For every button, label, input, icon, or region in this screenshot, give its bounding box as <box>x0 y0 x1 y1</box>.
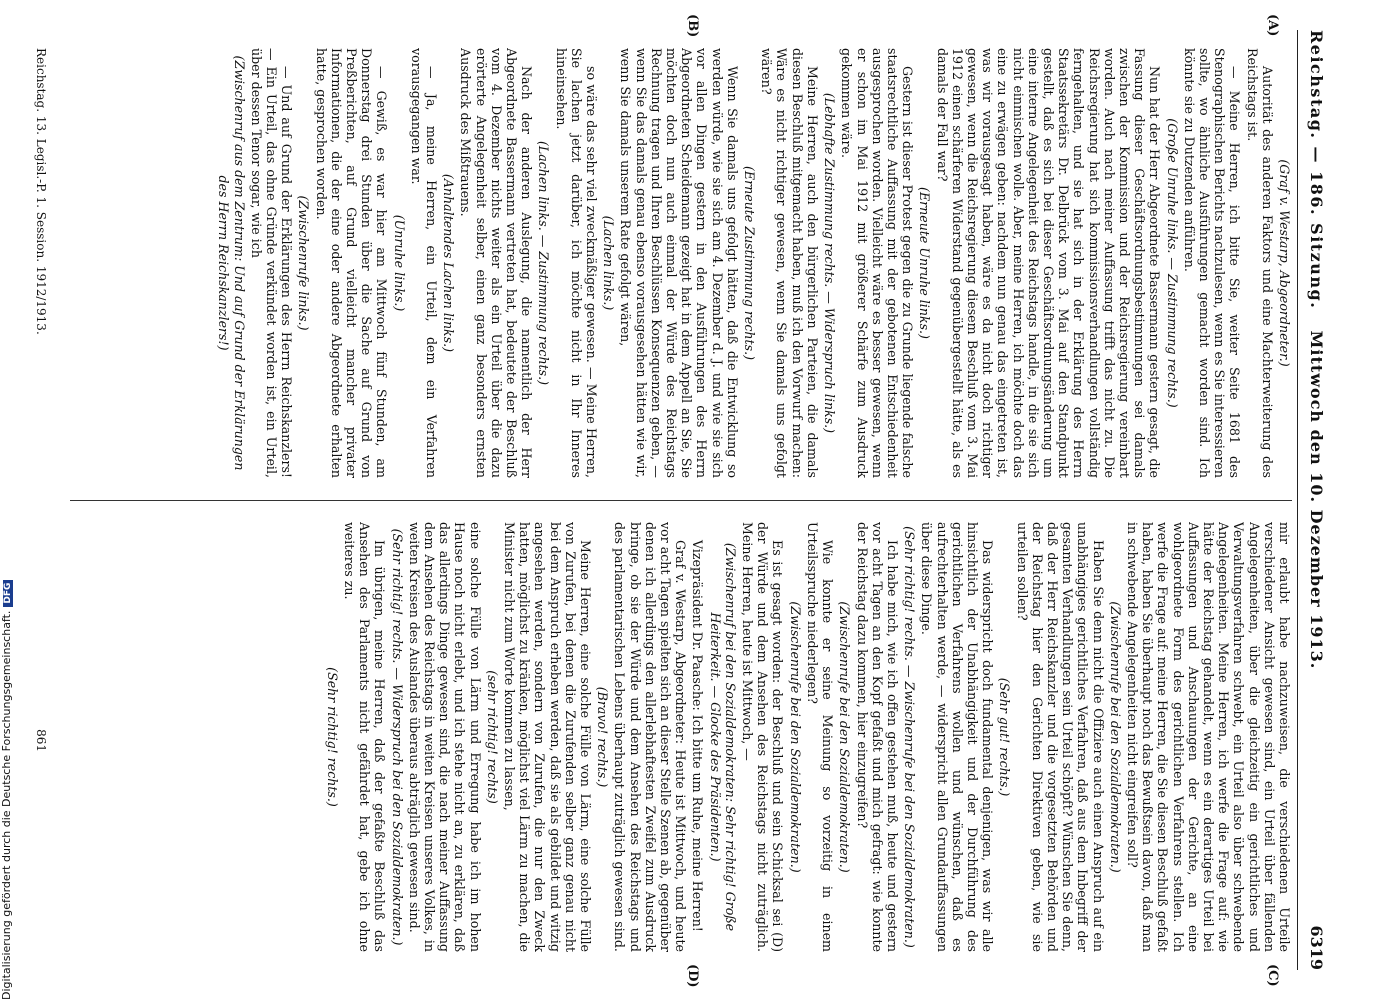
interjection: (Erneute Unruhe links.) <box>917 187 933 339</box>
column-divider <box>70 500 1292 501</box>
funding-note <box>0 0 16 1000</box>
interjection: (Sehr richtig! rechts.) <box>324 667 340 807</box>
interjection: (Anhaltendes Lachen links.) <box>441 173 457 353</box>
interjection: (sehr richtig! rechts) <box>484 670 500 804</box>
interjection: (Lachen links. — Zustimmung rechts.) <box>536 140 552 386</box>
interjection: (Große Unruhe links. — Zustimmung rechts.) <box>1164 118 1180 408</box>
interjection: (Lebhafte Zustimmung rechts. — Widerspruch links.) <box>822 92 838 434</box>
paragraph: — Meine Herren, ich bitte Sie, weiter Seite 1681 des Stenographischen Berichts nachzulesen, wenn es Sie interessieren sollte, wo ähnliche Ausführungen gemacht worden sind. Ich könnte sie zu Dutzenden anführen. <box>1181 48 1243 478</box>
interjection: (Sehr richtig! rechts. — Zwischenrufe bei den Sozialdemokraten.) <box>902 526 918 948</box>
paragraph: Nach der anderen Auslegung, die namentlich der Herr Abgeordnete Bassermann vertreten hat, bedeutete der Beschluß vom 4. Dezember nichts weiter als ein Urteil über die dazu erörterte Angelegenheit selber, einen ganz besonders ernsten Ausdruck des Mißtrauens. <box>458 48 535 478</box>
interjection: (Sehr richtig! rechts. — Widerspruch bei den Sozialdemokraten.) <box>389 528 405 946</box>
header-date: Mittwoch den 10. Dezember 1913. <box>1307 330 1326 670</box>
funding-note-text: Digitalisierung gefördert durch die Deutsche Forschungsgemeinschaft. <box>0 610 13 1000</box>
paragraph: — Ja, meine Herren, ein Urteil, dem ein Verfahren vorausgegangen war. <box>408 48 440 478</box>
speaker-paragraph: Graf v. Westarp, Abgeordneter: Heute ist Mittwoch, und heute vor acht Tagen spielten sich an dieser Stelle Szenen ab, gegenüber denen ich allerdings den allerlebhaftesten Zweifel zum Ausdruck bringe, ob sie der Würde und dem Ansehen des Reichstags und des parlamentarischen Lebens überhaupt zuträglich gewesen sind. <box>612 522 689 952</box>
interjection: (Zwischenrufe bei den Sozialdemokraten.) <box>1107 601 1123 873</box>
dfg-logo: DFG <box>3 580 13 607</box>
paragraph: Autorität des anderen Faktors und eine Machterweiterung des Reichstags ist. <box>1244 48 1275 478</box>
speaker-line: (Graf v. Westarp, Abgeordneter.) <box>1277 159 1292 367</box>
interjection: (Sehr gut! rechts.) <box>997 677 1013 797</box>
margin-mark-c: (C) <box>1265 964 1280 987</box>
interjection: (Zwischenruf aus dem Zentrum: Und auf Grund der Erklärungen des Herrn Reichskanzlers!) <box>216 55 247 471</box>
interjection: (Bravo! rechts.) <box>595 686 611 788</box>
interjection: (Zwischenrufe links.) <box>296 195 312 331</box>
right-column <box>70 522 1292 952</box>
footer-page-number: 861 <box>34 729 48 752</box>
header-left: Reichstag. — 186. Sitzung. <box>1307 30 1326 310</box>
paragraph: Ich habe mich, wie ich offen gestehen muß, heute und gestern vor acht Tagen an den Kopf gefaßt und mich gefragt: wie konnte der Reichstag dazu kommen, hier einzugreifen? <box>854 522 900 952</box>
paragraph: Gestern ist dieser Protest gegen die zu Grunde liegende falsche staatsrechtliche Auffassung mit der gebotenen Entschiedenheit ausgesprochen worden. Vielleicht wäre es besser gewesen, wenn er schon im Mai 1912 mit größerer Schärfe zum Ausdruck gekommen wäre. <box>839 48 916 478</box>
paragraph: mir erlaubt habe nachzuweisen, die verschiedenen Urteile verschiedener Ansicht gewesen sind, ein Urteil über fällenden Angelegenheiten, über die gleichzeitig ein gerichtliches und Verwaltungsverfahren schwebt, ein Urteil also über schwebende Angelegenheiten. Meine Herren, ich werfe die Frage auf: wie hätte der Reichstag gehandelt, wenn es ein derartiges Urteil bei Auffassungen und Anschauungen der Gerichte, an eine wohlgeordnete Form des gerichtlichen Verfahrens stellen. Ich werfe die Frage auf: meine Herren, die Sie diesen Beschluß gefaßt haben, haben Sie überhaupt noch das Bewußtsein davon, daß man in schwebende Angelegenheiten nicht eingreifen soll? <box>1124 522 1292 952</box>
paragraph: — Gewiß, es war hier am Mittwoch fünf Stunden, am Donnerstag drei Stunden über die Sache auf Grund von Preßberichten, auf Grund vielleicht mancher privater Informationen, die der eine oder andere Abgeordnete erhalten hatte, gesprochen worden. <box>313 48 390 478</box>
speaker-paragraph: Vizepräsident Dr. Paasche: Ich bitte um Ruhe, meine Herren! <box>690 540 706 932</box>
margin-mark-d: (D) <box>685 964 700 988</box>
paragraph: — Und auf Grund der Erklärungen des Herrn Reichskanzlers! — Ein Urteil, das ohne Gründe verkündet worden ist, ein Urteil, über dessen Tenor sogar, wie ich <box>248 48 295 478</box>
paragraph: Meine Herren, eine solche Fülle von Lärm, eine solche Fülle von Zurufen, bei denen die Zurufenden selber ganz genau nicht bei dem Anspruch erheben werden, daß sie als gebildet und witzig angesehen werden, sondern von Zurufen, die nur den Zweck hatten, möglichst zu kränken, möglichst viel Lärm zu machen, die Minister nicht zum Worte kommen zu lassen, <box>502 522 594 952</box>
left-column <box>70 48 1292 478</box>
paragraph: Wie konnte er seine Meinung so vorzeitig in einem Urteilsspruche niederlegen? <box>804 522 836 952</box>
paragraph: Im übrigen, meine Herren, daß der gefaßte Beschluß das Ansehen des Parlaments nicht gefährdet hat, gebe ich ohne weiteres zu. <box>342 522 388 952</box>
interjection: (Erneute Zustimmung rechts.) <box>742 166 758 360</box>
interjection: (Zwischenrufe bei den Sozialdemokraten.) <box>837 601 853 873</box>
interjection: (Unruhe links.) <box>391 214 407 312</box>
paragraph: Nun hat der Herr Abgeordnete Bassermann gestern gesagt, die Fassung dieser Geschäftsordnungsbestimmungen sei damals zwischen der Kommission und der Reichsregierung vereinbart worden. Auch nach meiner Auffassung trifft das nicht zu. Die Reichsregierung hat sich kommissionsverhandlungen vollständig ferngehalten, und sie hat sich in der Erklärung des Herrn Staatssekretärs Dr. Delbrück vom 3. Mai auf den Standpunkt gestellt, daß es sich bei dieser Geschäftsordnungsänderung um eine interne Angelegenheit des Reichstags handle, in die sie sich nicht einmischen wolle. Aber, meine Herren, ich möchte doch das eine zu erwägen geben: nachdem nun genau das eingetreten ist, was wir vorausgesagt haben, wäre es da nicht doch richtiger gewesen, wenn die Reichsregierung diesem Beschluß vom 3. Mai 1912 einen schärferen Widerstand gegenübergestellt hätte, als es damals der Fall war? <box>934 48 1163 478</box>
page-footer <box>30 48 48 952</box>
paragraph: Es ist gesagt worden: der Beschluß und sein Schicksal sei (D) der Würde und dem Ansehen des Reichstags nicht zuträglich. Meine Herren, heute ist Mittwoch, — <box>740 522 786 952</box>
paragraph: Das widerspricht doch fundamental denjenigen, was wir alle hinsichtlich der Unabhängigkeit und der Durchführung des gerichtlichen Verfahrens wollen und wünschen, daß es aufrechterhalten werde, — widerspricht allen Grundauffassungen über diese Dinge. <box>919 522 996 952</box>
interjection: (Zwischenrufe bei den Sozialdemokraten.) <box>787 601 803 873</box>
paragraph: Meine Herren, auch den bürgerlichen Parteien, die damals diesen Beschluß mitgemacht haben, muß ich den Vorwurf machen: Wäre es nicht richtiger gewesen, wenn Sie damals uns gefolgt wären? <box>759 48 820 478</box>
interjection: (Lachen links.) <box>601 215 617 311</box>
paragraph: Haben Sie denn nicht die Offiziere auch einen Anspruch auf ein unabhängiges gerichtliches Verfahren, daß aus dem Inbegriff der gesamten Verhandlungen sein Urteil schöpft? Wünschen Sie denn, daß der Herr Reichskanzler und die vorgesetzten Behörden und der Reichstag hier den Gerichten Direktiven geben, wie sie urteilen sollen? <box>1014 522 1106 952</box>
paragraph: so wäre das sehr viel zweckmäßiger gewesen. — Meine Herren, Sie lachen jetzt darüber, ich möchte nicht in Ihr Inneres hineinsehen. <box>553 48 600 478</box>
page-header <box>1300 30 1326 970</box>
paragraph: Wenn Sie damals uns gefolgt hätten, daß die Entwicklung so werden würde, wie sie sich am 4. Dezember d. J. und wie sie sich vor allen Dingen gestern in den Ausführungen des Herrn Abgeordneten Scheidemann gezeigt hat in dem Appell an Sie, Sie möchten doch nun auch einmal der Würde des Reichstags Rechnung tragen und Ihren Beschlüssen Konsequenzen geben, — wenn Sie das damals genau ebenso vorausgesehen hätten wie wir, wenn Sie damals unserem Rate gefolgt wären, <box>618 48 740 478</box>
paragraph: eine solche Fülle von Lärm und Erregung habe ich im hohen Hause noch nicht erlebt, und ich stehe nicht an, zu erklären, daß das allerdings Dinge gewesen sind, die nach meiner Auffassung dem Ansehen des Reichstags in weiten Kreisen unseres Volkes, in weiten Kreisen des Auslandes überaus abträglich gewesen sind. <box>406 522 483 952</box>
page-number: 6319 <box>1307 925 1326 970</box>
margin-mark-a: (A) <box>1265 14 1280 37</box>
margin-mark-b: (B) <box>685 14 700 38</box>
footer-legislature: Reichstag. 13. Legisl.-P. 1. Session. 1912/1913. <box>34 48 48 335</box>
header-rule <box>1297 30 1298 970</box>
interjection: (Zwischenruf bei den Sozialdemokraten: Sehr richtig! Große Heiterkeit. — Glocke des Präsidenten.) <box>707 542 738 932</box>
